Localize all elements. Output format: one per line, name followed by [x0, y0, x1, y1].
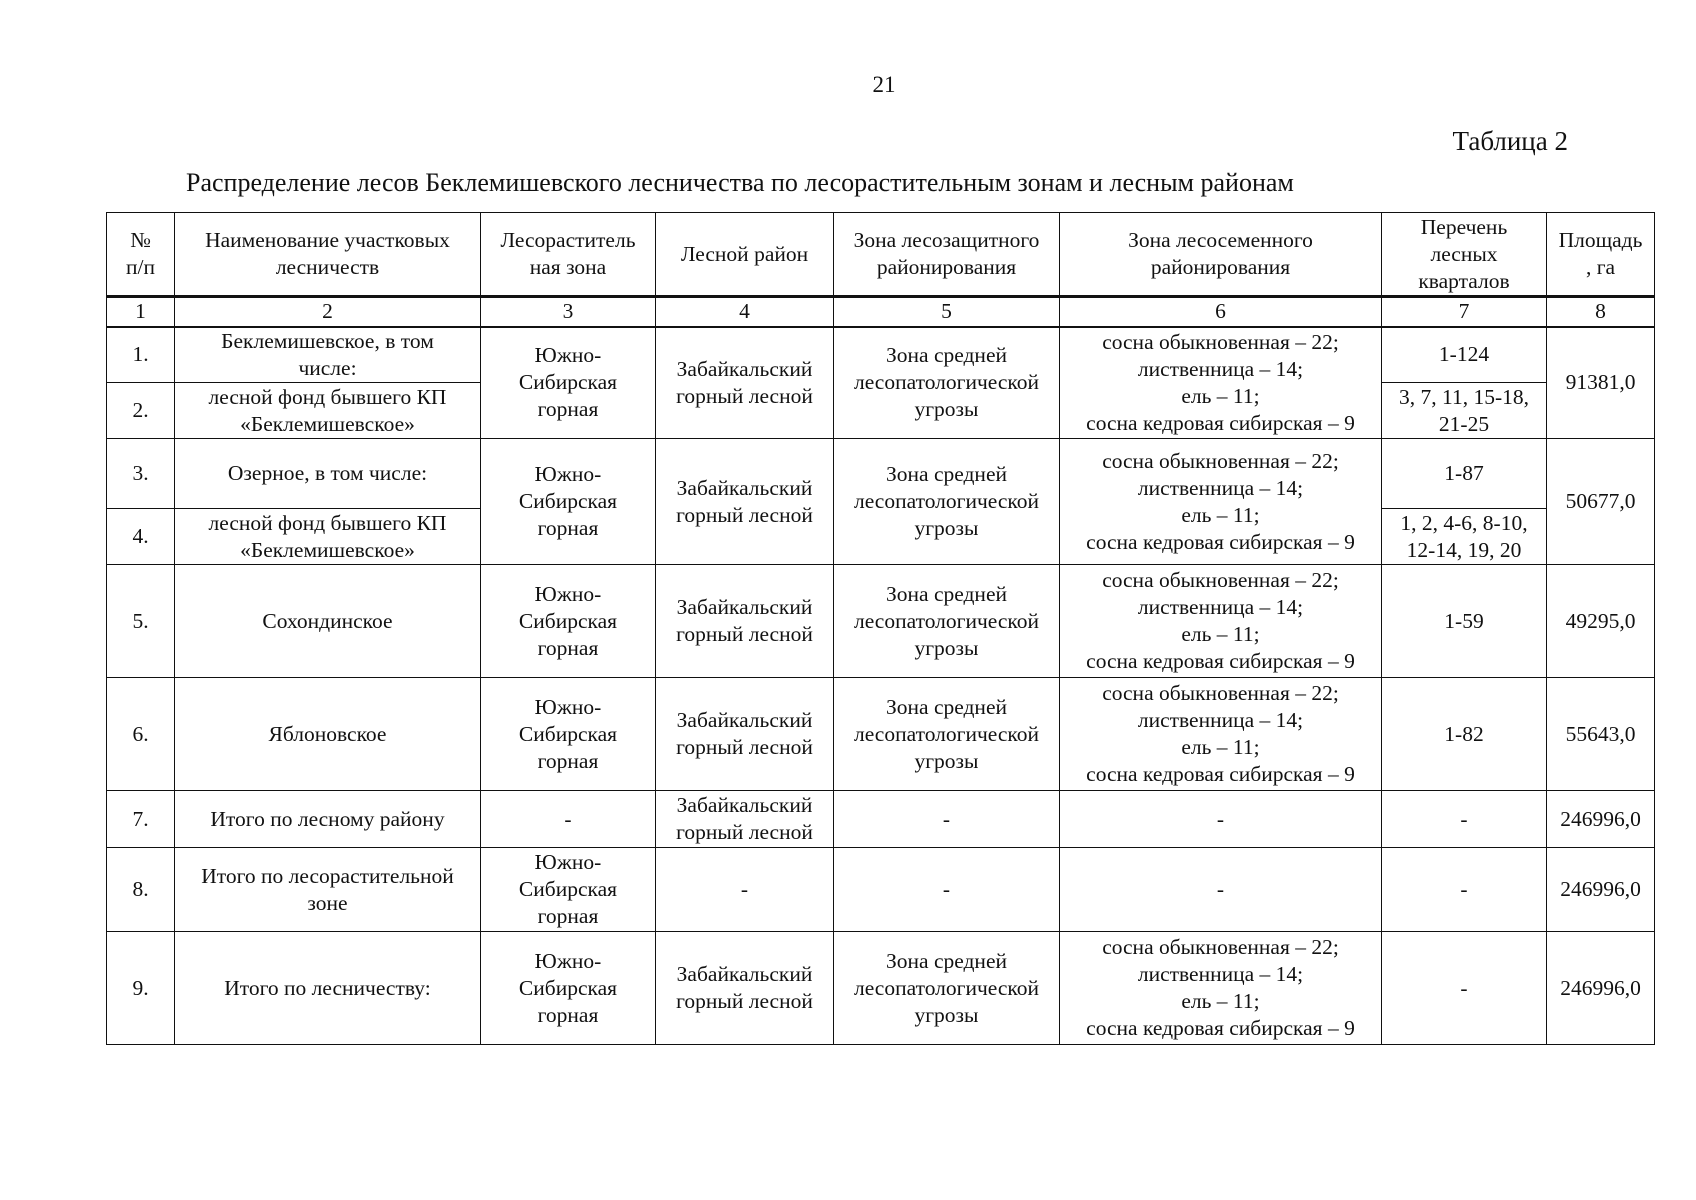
header-cell: Площадь , га [1547, 213, 1655, 297]
protection-zone: Зона средней лесопатологической угрозы [834, 932, 1060, 1045]
forest-district: Забайкальский горный лесной [656, 565, 834, 678]
forest-district: Забайкальский горный лесной [656, 791, 834, 848]
table-row [107, 678, 1655, 791]
area-value: 246996,0 [1547, 932, 1655, 1045]
row-number: 3. [107, 439, 175, 509]
row-number: 7. [107, 791, 175, 848]
row-number: 9. [107, 932, 175, 1045]
vegetation-zone: Южно- Сибирская горная [481, 439, 656, 565]
header-cell: Перечень лесных кварталов [1382, 213, 1547, 297]
forestry-name: Итого по лесорастительной зоне [175, 848, 481, 932]
forestry-name: лесной фонд бывшего КП «Беклемишевское» [175, 509, 481, 565]
vegetation-zone: Южно- Сибирская горная [481, 678, 656, 791]
column-numbers-row [107, 297, 1655, 327]
area-value: 50677,0 [1547, 439, 1655, 565]
header-cell: Лесной район [656, 213, 834, 297]
table-row [107, 439, 1655, 509]
forest-district: Забайкальский горный лесной [656, 327, 834, 439]
area-value: 246996,0 [1547, 791, 1655, 848]
forest-quarters: 1, 2, 4-6, 8-10, 12-14, 19, 20 [1382, 509, 1547, 565]
column-number: 4 [656, 297, 834, 327]
forest-district: - [656, 848, 834, 932]
protection-zone: - [834, 848, 1060, 932]
column-number: 5 [834, 297, 1060, 327]
vegetation-zone: Южно- Сибирская горная [481, 848, 656, 932]
column-number: 1 [107, 297, 175, 327]
area-value: 246996,0 [1547, 848, 1655, 932]
header-cell: № п/п [107, 213, 175, 297]
forest-district: Забайкальский горный лесной [656, 932, 834, 1045]
page-number: 21 [872, 72, 896, 97]
row-number: 6. [107, 678, 175, 791]
forest-distribution-table [106, 212, 1655, 1045]
vegetation-zone: Южно- Сибирская горная [481, 932, 656, 1045]
seed-zone: сосна обыкновенная – 22; лиственница – 14; ель – 11; сосна кедровая сибирская – 9 [1060, 327, 1382, 439]
table-row [107, 932, 1655, 1045]
header-cell: Зона лесозащитного районирования [834, 213, 1060, 297]
forest-quarters: - [1382, 791, 1547, 848]
header-cell: Зона лесосеменного районирования [1060, 213, 1382, 297]
forestry-name: Итого по лесничеству: [175, 932, 481, 1045]
table-row [107, 565, 1655, 678]
column-number: 3 [481, 297, 656, 327]
row-number: 1. [107, 327, 175, 383]
area-value: 49295,0 [1547, 565, 1655, 678]
forestry-name: Сохондинское [175, 565, 481, 678]
header-cell: Наименование участковых лесничеств [175, 213, 481, 297]
forest-quarters: 1-87 [1382, 439, 1547, 509]
table-row [107, 848, 1655, 932]
forest-quarters: 1-124 [1382, 327, 1547, 383]
vegetation-zone: - [481, 791, 656, 848]
table-title: Распределение лесов Беклемишевского лесничества по лесорастительным зонам и лесным районам [186, 168, 1294, 197]
protection-zone: Зона средней лесопатологической угрозы [834, 327, 1060, 439]
row-number: 2. [107, 383, 175, 439]
table-label: Таблица 2 [1452, 126, 1568, 156]
protection-zone: Зона средней лесопатологической угрозы [834, 439, 1060, 565]
forestry-name: Озерное, в том числе: [175, 439, 481, 509]
table-row [107, 791, 1655, 848]
column-number: 6 [1060, 297, 1382, 327]
protection-zone: - [834, 791, 1060, 848]
forestry-name: Беклемишевское, в том числе: [175, 327, 481, 383]
forestry-name: Яблоновское [175, 678, 481, 791]
seed-zone: сосна обыкновенная – 22; лиственница – 14; ель – 11; сосна кедровая сибирская – 9 [1060, 678, 1382, 791]
forest-quarters: 3, 7, 11, 15-18, 21-25 [1382, 383, 1547, 439]
row-number: 8. [107, 848, 175, 932]
area-value: 91381,0 [1547, 327, 1655, 439]
column-number: 7 [1382, 297, 1547, 327]
column-number: 8 [1547, 297, 1655, 327]
seed-zone: сосна обыкновенная – 22; лиственница – 14; ель – 11; сосна кедровая сибирская – 9 [1060, 439, 1382, 565]
forestry-name: лесной фонд бывшего КП «Беклемишевское» [175, 383, 481, 439]
row-number: 5. [107, 565, 175, 678]
forest-quarters: - [1382, 932, 1547, 1045]
forest-quarters: 1-82 [1382, 678, 1547, 791]
seed-zone: - [1060, 848, 1382, 932]
forest-quarters: - [1382, 848, 1547, 932]
forestry-name: Итого по лесному району [175, 791, 481, 848]
seed-zone: сосна обыкновенная – 22; лиственница – 14; ель – 11; сосна кедровая сибирская – 9 [1060, 932, 1382, 1045]
header-row [107, 213, 1655, 297]
seed-zone: - [1060, 791, 1382, 848]
protection-zone: Зона средней лесопатологической угрозы [834, 565, 1060, 678]
forest-quarters: 1-59 [1382, 565, 1547, 678]
protection-zone: Зона средней лесопатологической угрозы [834, 678, 1060, 791]
table-row [107, 327, 1655, 383]
forest-district: Забайкальский горный лесной [656, 678, 834, 791]
vegetation-zone: Южно- Сибирская горная [481, 565, 656, 678]
row-number: 4. [107, 509, 175, 565]
seed-zone: сосна обыкновенная – 22; лиственница – 14; ель – 11; сосна кедровая сибирская – 9 [1060, 565, 1382, 678]
forest-district: Забайкальский горный лесной [656, 439, 834, 565]
column-number: 2 [175, 297, 481, 327]
area-value: 55643,0 [1547, 678, 1655, 791]
header-cell: Лесораститель ная зона [481, 213, 656, 297]
vegetation-zone: Южно- Сибирская горная [481, 327, 656, 439]
